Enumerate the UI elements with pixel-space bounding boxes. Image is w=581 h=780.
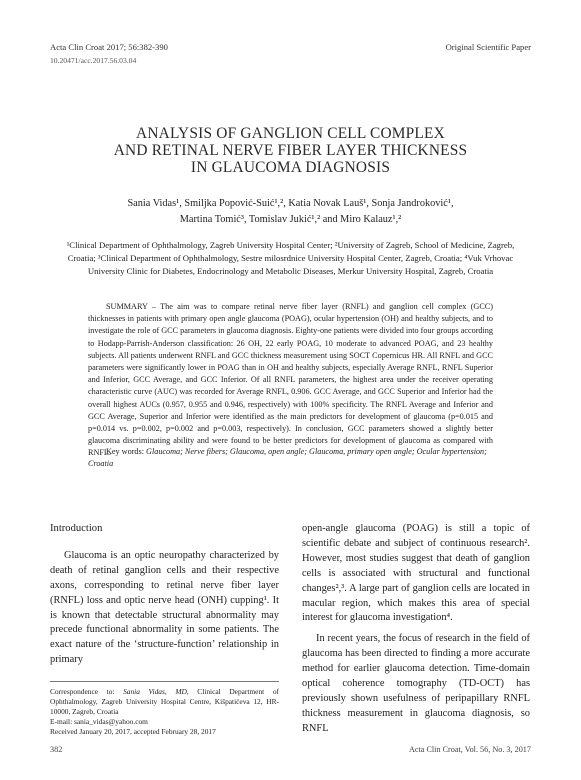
correspondence-note: [50, 687, 279, 737]
page-number: 382: [50, 745, 63, 754]
received-dates: Received January 20, 2017, accepted February 28, 2017: [50, 726, 216, 736]
title-line: ANALYSIS OF GANGLION CELL COMPLEX: [136, 125, 445, 142]
article-type: Original Scientific Paper: [445, 42, 531, 52]
keywords: [88, 446, 493, 470]
correspondence-email[interactable]: E-mail: sania_vidas@yahoo.com: [50, 716, 148, 726]
footnote-divider: [50, 681, 279, 682]
body-paragraph: In recent years, the focus of research in the field of glaucoma has been directed to finding a more accurate method for earlier glaucoma detection. Time-domain optical coherence tomography (TD-OCT) has previously shown usefulness of peripapillary RNFL thickness measurement in glaucoma diagnosis, so RNFL: [302, 633, 530, 734]
abstract: SUMMARY – The aim was to compare retinal nerve fiber layer (RNFL) and ganglion cell complex (GCC) thicknesses in patients with primary open angle glaucoma (POAG), ocular hypertension (OH) and healthy subjects, and to investigate the role of GCC parameters in glaucoma diagnosis. Eighty-one patients were divided into four groups according to Hodapp-Parrish-Anderson classification: 26 OH, 22 early POAG, 10 moderate to advanced POAG, and 23 healthy subjects. All patients underwent RNFL and GCC thickness measurement using SOCT Copernicus HR. All RNFL and GCC parameters were significantly lower in POAG than in OH and healthy subjects, especially Average RNFL, RNFL Superior and Inferior, GCC Average, and GCC Inferior. Of all RNFL parameters, the highest area under the receiver operating characteristic curve (AUC) was recorded for Average RNFL, 0.906. GCC Average, and GCC Superior and Inferior had the overall highest AUCs (0.957, 0.955 and 0.946, respectively) with 100% specificity. The RNFL Average and Inferior and GCC Average, Superior and Inferior were identified as the main predictors for development of glaucoma (p=0.015 and p=0.014 vs. p=0.002, p=0.002 and p=0.003, respectively). In conclusion, GCC parameters showed a slightly better glaucoma discriminating ability and were found to be better predictors for development of glaucoma as compared with RNFL.: [88, 302, 493, 458]
body-paragraph: Glaucoma is an optic neuropathy characterized by death of retinal ganglion cells and their respective axons, corresponding to retinal nerve fiber layer (RNFL) loss and optic nerve head (ONH) cupping¹. It is known that detectable structural abnormality may precede functional abnormality in some patients. The exact nature of the ‘structure-function’ relationship in primary: [50, 549, 279, 666]
body-paragraph: open-angle glaucoma (POAG) is still a topic of scientific debate and subject of continuous research². However, most studies suggest that death of ganglion cells is associated with structural and functional changes²,³. A large part of ganglion cells are located in macular region, which makes this area of special interest for glaucoma investigation⁴.: [302, 523, 530, 624]
authors-line: Sania Vidas¹, Smiljka Popović-Suić¹,², Katia Novak Lauš¹, Sonja Jandroković¹,: [127, 198, 454, 209]
title-line: AND RETINAL NERVE FIBER LAYER THICKNESS: [113, 141, 468, 159]
correspondence-label: Correspondence to:: [50, 687, 115, 696]
footer-journal: Acta Clin Croat, Vol. 56, No. 3, 2017: [408, 745, 531, 754]
title-line: IN GLAUCOMA DIAGNOSIS: [190, 158, 391, 176]
keywords-label: Key words:: [106, 447, 144, 456]
keywords-list: Glaucoma; Nerve fibers; Glaucoma, open angle; Glaucoma, primary open angle; Ocular hypertension; Croatia: [88, 447, 487, 469]
authors: [60, 196, 521, 227]
authors-line: Martina Tomić³, Tomislav Jukić¹,² and Miro Kalauz¹,²: [179, 213, 402, 225]
article-title: [40, 126, 541, 176]
correspondence-name: Sania Vidas, MD,: [123, 687, 189, 696]
affiliations: ¹Clinical Department of Ophthalmology, Zagreb University Hospital Center; ²University of Zagreb, School of Medicine, Zagreb, Croatia; ³Clinical Department of Ophthalmology, Sestre milosrdnice University Hospital Center, Zagreb, Croatia; ⁴Vuk Vrhovac University Clinic for Diabetes, Endocrinology and Metabolic Diseases, Merkur University Hospital, Zagreb, Croatia: [66, 240, 515, 277]
right-column: [302, 522, 530, 737]
section-heading-introduction: Introduction: [50, 523, 103, 534]
doi[interactable]: 10.20471/acc.2017.56.03.04: [50, 56, 137, 65]
journal-citation: Acta Clin Croat 2017; 56:382-390: [50, 42, 168, 52]
correspondence-address: Clinical Department of Ophthalmology, Zagreb University Hospital Centre, Kišpatićeva 12, HR-10000, Zagreb, Croatia: [50, 687, 279, 716]
left-column: [50, 522, 279, 668]
